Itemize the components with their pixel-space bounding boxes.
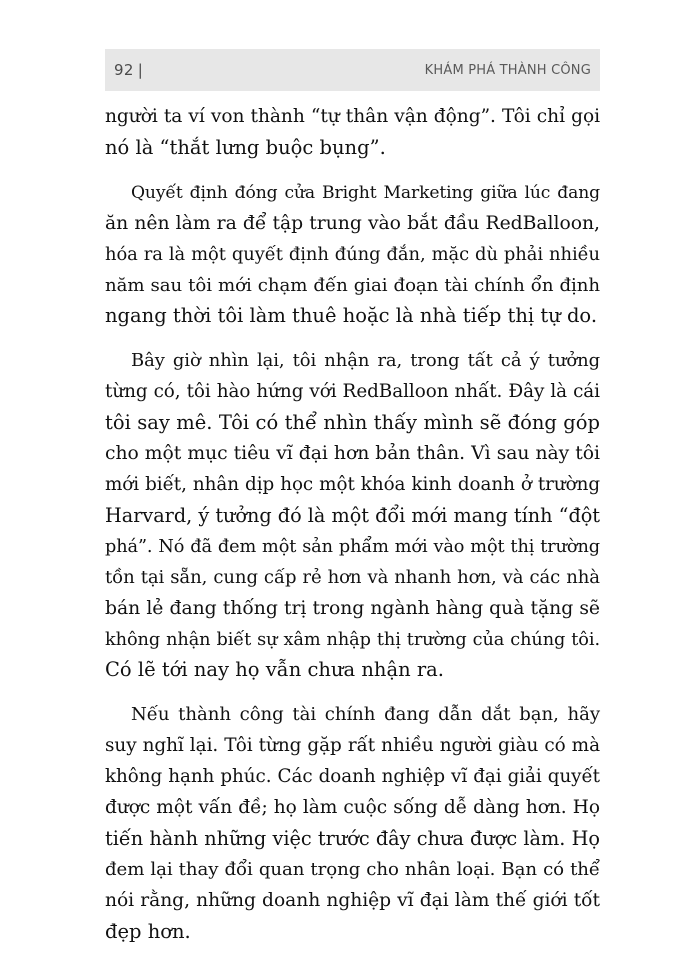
text-line: năm sau tôi mới chạm đến giai đoạn tài chính ổn định [105,274,600,296]
text-line: Bây giờ nhìn lại, tôi nhận ra, trong tất cả ý tưởng [131,350,600,372]
text-line: từng có, tôi hào hứng với RedBalloon nhất. Đây là cái [105,381,600,403]
text-line: đẹp hơn. [105,919,191,943]
paragraph [105,178,600,333]
text-line: không hạnh phúc. Các doanh nghiệp vĩ đại giải quyết [105,766,600,788]
text-line: nó là “thắt lưng buộc bụng”. [105,135,386,159]
text-line: người ta ví von thành “tự thân vận động”. Tôi chỉ gọi [105,106,600,127]
page-number-block [114,61,143,79]
text-line: ăn nên làm ra để tập trung vào bắt đầu RedBalloon, [105,212,600,234]
body-text [105,102,600,962]
text-line: tồn tại sẵn, cung cấp rẻ hơn và nhanh hơn, và các nhà [105,566,600,588]
text-line: Nếu thành công tài chính đang dẫn dắt bạn, hãy [131,704,600,726]
text-line: không nhận biết sự xâm nhập thị trường của chúng tôi. [105,629,600,650]
text-line: ngang thời tôi làm thuê hoặc là nhà tiếp thị tự do. [105,304,598,328]
text-line: bán lẻ đang thống trị trong ngành hàng quà tặng sẽ [105,597,600,619]
running-title: KHÁM PHÁ THÀNH CÔNG [424,62,591,78]
text-line: Harvard, ý tưởng đó là một đổi mới mang tính “đột [105,503,600,527]
text-line: Quyết định đóng cửa Bright Marketing giữa lúc đang [131,182,600,203]
paragraph [105,346,600,686]
text-line: hóa ra là một quyết định đúng đắn, mặc dù phải nhiều [105,243,600,265]
text-line: Có lẽ tới nay họ vẫn chưa nhận ra. [105,658,444,682]
running-header [105,49,600,91]
text-line: được một vấn đề; họ làm cuộc sống dễ dàng hơn. Họ [105,797,600,819]
text-line: đem lại thay đổi quan trọng cho nhân loại. Bạn có thể [105,858,600,880]
text-line: cho một mục tiêu vĩ đại hơn bản thân. Vì sau này tôi [105,443,600,465]
text-line: nói rằng, những doanh nghiệp vĩ đại làm thế giới tốt [105,889,600,911]
paragraph-continuation [105,102,600,164]
text-line: tôi say mê. Tôi có thể nhìn thấy mình sẽ đóng góp [105,411,600,435]
text-line: suy nghĩ lại. Tôi từng gặp rất nhiều người giàu có mà [105,735,600,757]
text-line: phá”. Nó đã đem một sản phẩm mới vào một thị trường [105,536,600,557]
header-separator: | [137,61,144,79]
paragraph [105,700,600,947]
page-number: 92 [114,61,134,79]
text-line: tiến hành những việc trước đây chưa được làm. Họ [105,826,600,850]
text-line: mới biết, nhân dịp học một khóa kinh doanh ở trường [105,473,600,495]
